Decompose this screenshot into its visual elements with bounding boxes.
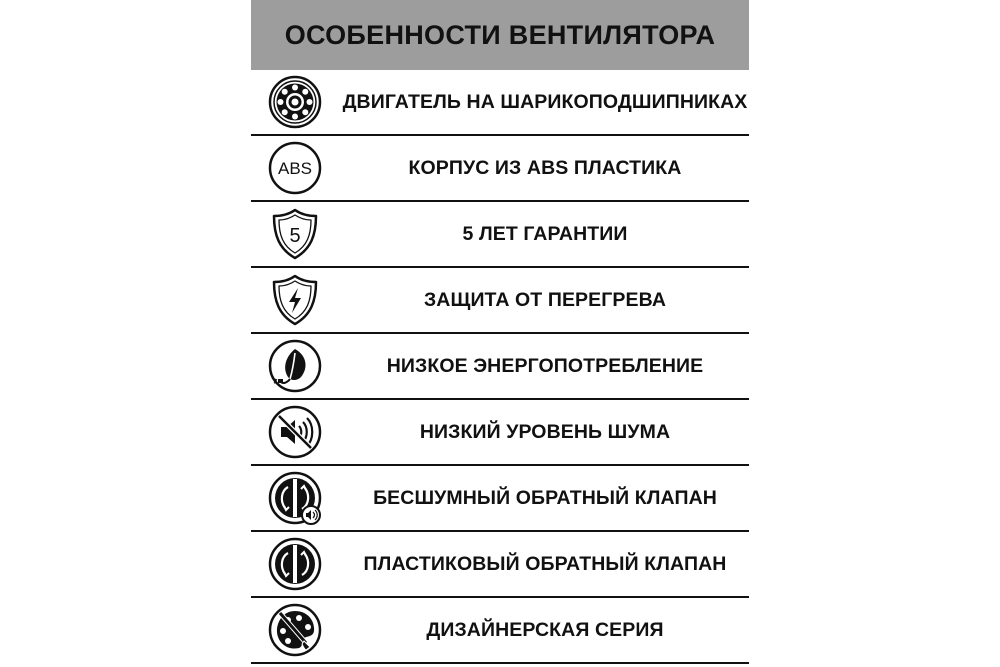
- features-panel: [251, 0, 749, 667]
- feature-label: 5 ЛЕТ ГАРАНТИИ: [462, 222, 628, 245]
- ball-bearing-icon: [268, 75, 322, 129]
- page-title: ОСОБЕННОСТИ ВЕНТИЛЯТОРА: [284, 19, 716, 50]
- plastic-valve-icon: [268, 537, 322, 591]
- feature-row-silent-valve: [251, 466, 749, 532]
- feature-label: КОРПУС ИЗ ABS ПЛАСТИКА: [408, 156, 682, 179]
- muted-speaker-icon: [268, 405, 322, 459]
- abs-icon-text: ABS: [277, 159, 313, 178]
- feature-label: ДИЗАЙНЕРСКАЯ СЕРИЯ: [426, 618, 664, 641]
- leaf-plug-icon: [268, 339, 322, 393]
- feature-label: ДВИГАТЕЛЬ НА ШАРИКОПОДШИПНИКАХ: [342, 90, 748, 113]
- feature-label: НИЗКИЙ УРОВЕНЬ ШУМА: [419, 420, 671, 443]
- feature-label: ПЛАСТИКОВЫЙ ОБРАТНЫЙ КЛАПАН: [363, 552, 727, 575]
- shield-five-text: 5: [289, 225, 301, 247]
- feature-row-ball-bearing: [251, 70, 749, 136]
- shield-lightning-icon: [268, 273, 322, 327]
- shield-five-icon: [268, 207, 322, 261]
- feature-label: БЕСШУМНЫЙ ОБРАТНЫЙ КЛАПАН: [373, 486, 717, 509]
- feature-row-design: [251, 598, 749, 664]
- feature-row-energy: [251, 334, 749, 400]
- feature-label: НИЗКОЕ ЭНЕРГОПОТРЕБЛЕНИЕ: [386, 354, 704, 377]
- header-bar: [251, 0, 749, 70]
- feature-row-abs: [251, 136, 749, 202]
- feature-list: [251, 70, 749, 664]
- feature-row-overheat: [251, 268, 749, 334]
- abs-icon: [268, 141, 322, 195]
- feature-label: ЗАЩИТА ОТ ПЕРЕГРЕВА: [423, 288, 667, 311]
- silent-valve-icon: [268, 471, 322, 525]
- palette-brush-icon: [268, 603, 322, 657]
- feature-row-plastic-valve: [251, 532, 749, 598]
- feature-row-warranty: [251, 202, 749, 268]
- feature-row-noise: [251, 400, 749, 466]
